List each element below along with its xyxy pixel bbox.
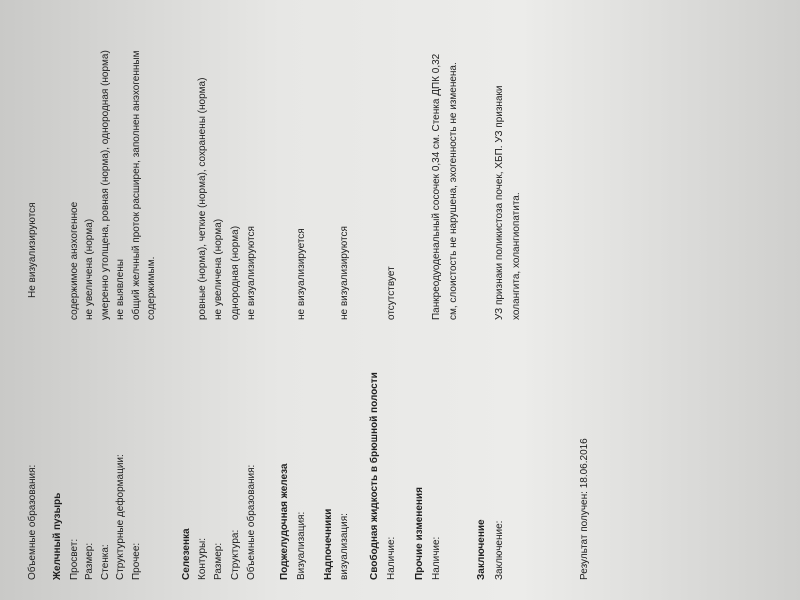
section-title-pancreas: Поджелудочная железа <box>279 463 290 580</box>
field-value: однородная (норма) <box>230 225 241 320</box>
field-value: не выявлены <box>115 259 126 320</box>
field-label: Стенка: <box>100 544 111 580</box>
section-title-spleen: Селезенка <box>181 528 192 580</box>
other-changes-continued: см, слоистость не нарушена, эхогенность не изменена. <box>448 62 459 320</box>
section-title-adrenals: Надпочечники <box>323 508 334 580</box>
field-label: Просвет: <box>69 538 80 580</box>
field-label: Размер: <box>213 542 224 580</box>
section-title-gallbladder: Желчный пузырь <box>52 492 63 580</box>
section-title-free-fluid: Свободная жидкость в брюшной полости <box>369 372 380 580</box>
conclusion-continued: холангита, холангиопатита. <box>511 192 522 320</box>
field-label: Объемные образования: <box>246 464 257 580</box>
section-title-conclusion: Заключение <box>476 519 487 580</box>
field-value: отсутствует <box>386 266 397 320</box>
result-date: Результат получен: 18.06.2016 <box>579 438 590 580</box>
field-label: Заключение: <box>494 520 505 580</box>
field-label: Визуализация: <box>296 511 307 580</box>
field-label: Контуры: <box>197 537 208 580</box>
gallbladder-other-continued: содержимым. <box>146 256 157 320</box>
field-label: Прочее: <box>131 542 142 580</box>
field-value: не визуализируется <box>296 228 307 320</box>
field-label: Объемные образования: <box>27 464 38 580</box>
field-value: УЗ признаки поликистоза почек, ХБП. УЗ признаки <box>494 85 505 320</box>
field-value: не увеличена (норма) <box>213 218 224 320</box>
field-value: не увеличена (норма) <box>84 218 95 320</box>
field-label: Наличие: <box>386 536 397 580</box>
field-label: Наличие: <box>431 536 442 580</box>
field-value: не визуализируются <box>246 226 257 320</box>
field-label: Размер: <box>84 542 95 580</box>
field-label: Структурные деформации: <box>115 454 126 580</box>
field-label: визуализация: <box>339 513 350 580</box>
field-value: не визуализируются <box>339 226 350 320</box>
field-value: содержимое анэхогенное <box>69 201 80 320</box>
field-value: Не визуализируются <box>27 202 38 298</box>
field-value: ровные (норма), четкие (норма), сохранены (норма) <box>197 77 208 320</box>
field-label: Структура: <box>230 529 241 580</box>
field-value: умеренно утолщена, ровная (норма), однородная (норма) <box>100 50 111 320</box>
field-value: Панкреодуоденальный сосочек 0,34 см. Стенка ДПК 0,32 <box>431 53 442 320</box>
field-value: общий желчный проток расширен, заполнен анэхогенным <box>131 50 142 320</box>
section-title-other-changes: Прочие изменения <box>414 487 425 580</box>
